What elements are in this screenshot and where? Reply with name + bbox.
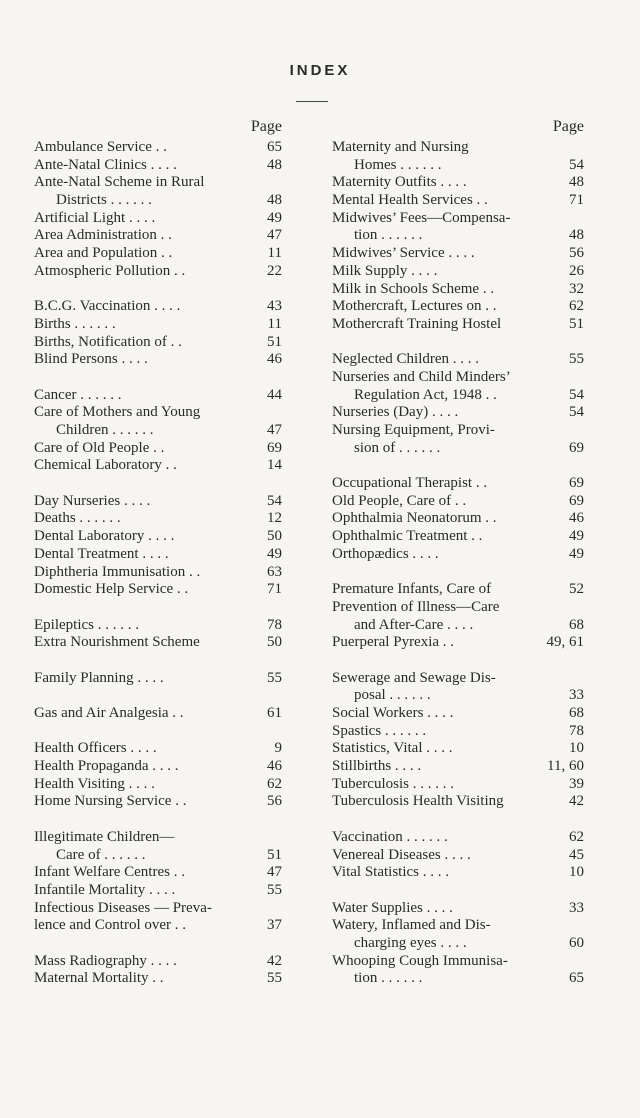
index-entry-text: Social Workers . . . . [332,705,454,721]
index-entry-page [554,564,584,582]
index-entry [34,157,282,175]
index-entry [332,227,584,245]
index-entry-text: Diphtheria Immunisation . . [34,563,201,580]
index-entry-page: 33 [569,687,584,704]
index-entry-page: 71 [569,192,584,209]
index-entry-text: charging eyes . . . . [354,934,467,951]
index-entry [332,829,584,847]
index-entry [34,316,282,334]
index-entry-page: 42 [267,952,282,969]
index-entry-page [554,457,584,475]
index-entry [34,422,282,440]
index-entry [34,510,282,528]
index-entry [34,564,282,582]
index-entry-text: Water Supplies . . . . [332,899,453,916]
index-entry-list [34,139,282,988]
index-entry-text: Milk in Schools Scheme . . [332,280,495,297]
index-entry-text: Stillbirths . . . . [332,758,422,775]
index-entry [332,210,584,228]
index-entry-text: Maternity and Nursing [332,139,469,155]
section-gap [332,882,584,900]
index-entry-text: Mothercraft Training Hostel [332,315,502,332]
index-entry-page [554,139,584,157]
index-entry-page [252,281,282,299]
index-entry-text: Health Officers . . . . [34,740,157,757]
index-entry [34,334,282,352]
index-entry-page: 10 [569,740,584,757]
index-entry [332,864,584,882]
index-entry [332,953,584,971]
index-entry-page: 47 [267,227,282,244]
index-entry-text: Infantile Mortality . . . . [34,881,176,898]
index-entry-text: Day Nurseries . . . . [34,492,151,509]
index-entry-page: 65 [569,970,584,987]
index-entry [34,139,282,157]
index-entry-page: 44 [267,386,282,403]
index-entry-text: Mass Radiography . . . . [34,952,177,969]
index-entry-page [252,404,282,422]
index-entry-text: Care of Old People . . [34,439,165,456]
index-entry [332,510,584,528]
index-entry-text: Occupational Therapist . . [332,475,488,492]
title-divider [296,101,328,102]
index-entry-page: 46 [267,351,282,368]
index-entry-page: 49 [569,545,584,562]
index-entry-page: 48 [569,227,584,244]
index-entry [332,351,584,369]
index-entry [332,316,584,334]
index-entry-page: 47 [267,422,282,438]
index-entry-text: Dental Laboratory . . . . [34,528,175,545]
index-entry-page: 48 [569,174,584,191]
index-entry-text: Venereal Diseases . . . . [332,846,471,863]
index-entry-page: 61 [267,705,282,721]
index-entry-text: Districts . . . . . . [56,192,152,209]
index-entry-page: 56 [569,245,584,262]
index-entry-text: Milk Supply . . . . [332,262,438,279]
index-entry-text: Homes . . . . . . [354,156,442,173]
index-entry [34,634,282,652]
index-entry-text: tion . . . . . . [354,970,423,987]
index-entry-text: Atmospheric Pollution . . [34,262,186,279]
index-entry-text: Area and Population . . [34,245,173,262]
index-entry [332,281,584,299]
index-entry-page: 9 [274,740,282,757]
index-entry [34,740,282,758]
index-entry-page [554,811,584,829]
index-entry-page: 78 [267,616,282,633]
index-entry-text: Maternal Mortality . . [34,970,164,987]
index-entry-text: Gas and Air Analgesia . . [34,705,184,721]
index-entry-text: Vital Statistics . . . . [332,864,450,881]
index-entry-page: 55 [569,351,584,368]
index-entry [34,387,282,405]
index-entry [34,174,282,192]
index-entry-page: 11 [267,315,282,332]
index-entry-page [554,334,584,352]
index-entry [34,493,282,511]
index-entry-page: 12 [267,510,282,527]
index-entry-text: Orthopædics . . . . [332,545,439,562]
index-entry-page: 10 [569,864,584,881]
index-entry-page: 69 [267,439,282,456]
index-entry-text: Care of Mothers and Young [34,404,201,421]
index-entry-text: Ante-Natal Scheme in Rural [34,174,205,191]
index-entry-text: Midwives’ Service . . . . [332,245,475,262]
index-entry-text: Chemical Laboratory . . [34,457,177,474]
index-entry [332,599,584,617]
index-entry [332,422,584,440]
index-entry-text: Cancer . . . . . . [34,386,122,403]
index-entry-page: 22 [267,262,282,279]
index-entry [332,263,584,281]
index-entry-page: 62 [267,775,282,792]
index-entry-page: 49 [267,209,282,226]
index-entry [34,440,282,458]
index-entry [332,581,584,599]
index-entry-page: 54 [569,404,584,421]
index-entry-text: Neglected Children . . . . [332,351,480,368]
index-entry [34,210,282,228]
index-entry-page: 49 [267,545,282,562]
index-entry-text: Epileptics . . . . . . [34,616,139,633]
index-entry-page: 69 [569,475,584,492]
index-entry [332,528,584,546]
index-entry-text: Births . . . . . . [34,315,116,332]
index-entry-page: 32 [569,280,584,297]
index-entry-page [554,369,584,387]
index-entry [332,776,584,794]
index-entry [34,670,282,688]
index-entry-page [554,652,584,670]
index-entry-text: Area Administration . . [34,227,172,244]
index-entry [34,882,282,900]
index-entry [332,404,584,422]
index-entry-text: Ophthalmia Neonatorum . . [332,510,497,527]
index-entry-page: 68 [569,616,584,633]
index-entry [332,670,584,688]
index-entry-text: Nursing Equipment, Provi- [332,422,495,438]
index-entry [34,900,282,918]
index-entry [34,617,282,635]
index-entry-text: Statistics, Vital . . . . [332,740,453,757]
index-entry-text: Infant Welfare Centres . . [34,864,185,881]
index-entry [34,351,282,369]
index-entry-page: 68 [569,705,584,721]
index-entry-text: Domestic Help Service . . [34,581,189,598]
index-entry [34,263,282,281]
index-entry [34,864,282,882]
index-entry-page [554,882,584,900]
index-entry-text: sion of . . . . . . [354,439,441,456]
index-entry-text: Blind Persons . . . . [34,351,148,368]
index-entry-text: Family Planning . . . . [34,669,164,686]
index-entry-page: 39 [569,775,584,792]
index-entry [34,528,282,546]
index-entry-page: 45 [569,846,584,863]
index-entry-text: Spastics . . . . . . [332,722,427,739]
index-column-right [332,117,584,988]
index-entry-page: 11, 60 [547,758,584,775]
index-entry-text: Premature Infants, Care of [332,581,492,598]
index-entry-page: 55 [267,881,282,898]
index-entry [34,847,282,865]
index-entry-text: Tuberculosis . . . . . . [332,775,454,792]
index-entry-text: Tuberculosis Health Visiting [332,793,504,810]
index-entry-text: Artificial Light . . . . [34,209,156,226]
index-entry [34,404,282,422]
index-entry [34,793,282,811]
index-entry-text: and After-Care . . . . [354,616,474,633]
index-entry [332,634,584,652]
index-entry-text: Sewerage and Sewage Dis- [332,669,496,686]
index-entry [332,740,584,758]
index-entry [332,900,584,918]
index-entry-page: 71 [267,581,282,598]
index-entry-page: 65 [267,139,282,155]
index-entry [332,387,584,405]
index-entry-page: 62 [569,828,584,845]
section-gap [34,811,282,829]
index-entry-text: Home Nursing Service . . [34,793,187,810]
index-entry-text: Nurseries and Child Minders’ [332,368,511,385]
index-entry [34,705,282,723]
index-entry [332,475,584,493]
index-entry [332,935,584,953]
index-entry [332,245,584,263]
index-entry-text: Mental Health Services . . [332,192,488,209]
index-entry [34,457,282,475]
index-entry-page: 62 [569,298,584,315]
index-entry [34,953,282,971]
index-entry [34,298,282,316]
index-entry [332,440,584,458]
index-entry-text: Children . . . . . . [56,422,154,438]
index-entry [34,970,282,988]
index-entry-text: Infectious Diseases — Preva- [34,899,212,916]
index-entry-text: B.C.G. Vaccination . . . . [34,298,181,315]
section-gap [34,935,282,953]
index-entry-text: Puerperal Pyrexia . . [332,634,455,651]
index-entry-page: 49 [569,528,584,545]
index-entry-text: Mothercraft, Lectures on . . [332,298,497,315]
index-entry-list [332,139,584,988]
index-entry-text: Nurseries (Day) . . . . [332,404,459,421]
index-entry-text: Extra Nourishment Scheme [34,634,200,651]
index-entry-page [252,369,282,387]
section-gap [332,652,584,670]
index-entry-page: 43 [267,298,282,315]
index-entry-page: 56 [267,793,282,810]
index-entry-page: 55 [267,970,282,987]
index-entry-page: 54 [569,156,584,173]
section-gap [332,564,584,582]
index-entry [332,157,584,175]
index-entry-page [252,935,282,953]
index-entry-page [252,811,282,829]
index-entry-page: 52 [569,581,584,598]
index-entry-text: Deaths . . . . . . [34,510,121,527]
index-entry-page: 48 [267,192,282,209]
index-entry-page [554,422,584,440]
index-entry-text: Vaccination . . . . . . [332,828,448,845]
index-entry [332,369,584,387]
index-entry-page: 50 [267,528,282,545]
index-entry-page: 26 [569,262,584,279]
index-entry [332,793,584,811]
index-entry-text: Whooping Cough Immunisa- [332,952,508,969]
index-entry-text: Maternity Outfits . . . . [332,174,467,191]
index-entry-page [252,900,282,918]
index-entry-page: 42 [569,793,584,810]
index-entry [332,493,584,511]
index-entry-text: Health Visiting . . . . [34,775,155,792]
index-entry-page [252,475,282,493]
section-gap [332,334,584,352]
index-entry-text: Old People, Care of . . [332,492,467,509]
index-entry [34,758,282,776]
index-entry-text: Births, Notification of . . [34,333,182,350]
index-entry-page: 46 [267,758,282,775]
index-entry [332,687,584,705]
index-entry [34,227,282,245]
index-entry [34,245,282,263]
index-entry-text: Care of . . . . . . [56,846,146,863]
index-entry-page: 49, 61 [546,634,584,651]
index-entry-text: Illegitimate Children— [34,828,175,845]
index-entry-page: 50 [267,634,282,651]
index-entry-page: 78 [569,722,584,739]
section-gap [332,457,584,475]
index-entry-page [252,687,282,705]
index-entry-page [554,670,584,688]
index-entry [332,970,584,988]
index-entry [332,705,584,723]
index-entry-page [252,174,282,192]
index-entry-text: lence and Control over . . [34,917,187,934]
index-entry-page: 51 [267,846,282,863]
index-entry-page: 55 [267,669,282,686]
index-entry-page: 51 [569,315,584,332]
index-entry [332,298,584,316]
section-gap [332,811,584,829]
index-entry-page: 14 [267,457,282,474]
section-gap [34,687,282,705]
index-entry [34,192,282,210]
index-entry-text: Watery, Inflamed and Dis- [332,917,491,934]
index-entry-page: 48 [267,156,282,173]
index-entry-page: 11 [267,245,282,262]
index-entry [34,917,282,935]
index-entry-text: tion . . . . . . [354,227,423,244]
index-entry-text: Ophthalmic Treatment . . [332,528,483,545]
index-entry-page [554,953,584,971]
index-entry [34,776,282,794]
index-entry [34,546,282,564]
section-gap [34,369,282,387]
index-entry-text: Midwives’ Fees—Compensa- [332,209,511,226]
index-entry [332,617,584,635]
index-entry [332,192,584,210]
index-entry-page: 69 [569,492,584,509]
index-entry-text: posal . . . . . . [354,687,431,704]
index-entry-page: 63 [267,563,282,580]
index-column-left [34,117,282,988]
index-entry [34,581,282,599]
index-entry-page: 54 [267,492,282,509]
index-entry [332,546,584,564]
index-entry-text: Ante-Natal Clinics . . . . [34,156,177,173]
index-entry [332,917,584,935]
index-entry [332,139,584,157]
index-entry [332,758,584,776]
index-entry-page [252,829,282,847]
index-entry-page: 37 [267,917,282,934]
index-entry-page [554,917,584,935]
index-entry-page: 33 [569,899,584,916]
index-entry [332,847,584,865]
section-gap [34,281,282,299]
index-entry-page: 69 [569,439,584,456]
section-gap [34,599,282,617]
index-entry-page [554,210,584,228]
index-entry-page: 51 [267,333,282,350]
index-entry-page [252,723,282,741]
index-entry-page [252,652,282,670]
index-entry-page: 60 [569,934,584,951]
index-entry-text: Regulation Act, 1948 . . [354,386,497,403]
index-entry-page [252,599,282,617]
index-entry-page: 47 [267,864,282,881]
index-entry [332,723,584,741]
index-entry-text: Ambulance Service . . [34,139,167,155]
page-title: INDEX [289,62,351,79]
index-entry-text: Health Propaganda . . . . [34,758,179,775]
index-entry-text: Prevention of Illness—Care [332,598,500,615]
index-entry [332,174,584,192]
index-entry-page: 46 [569,510,584,527]
page-column-header: Page [250,118,282,135]
section-gap [34,723,282,741]
index-entry [34,829,282,847]
index-entry-page: 54 [569,386,584,403]
section-gap [34,475,282,493]
section-gap [34,652,282,670]
index-entry-page [554,599,584,617]
index-entry-text: Dental Treatment . . . . [34,545,169,562]
page-column-header: Page [552,118,584,135]
